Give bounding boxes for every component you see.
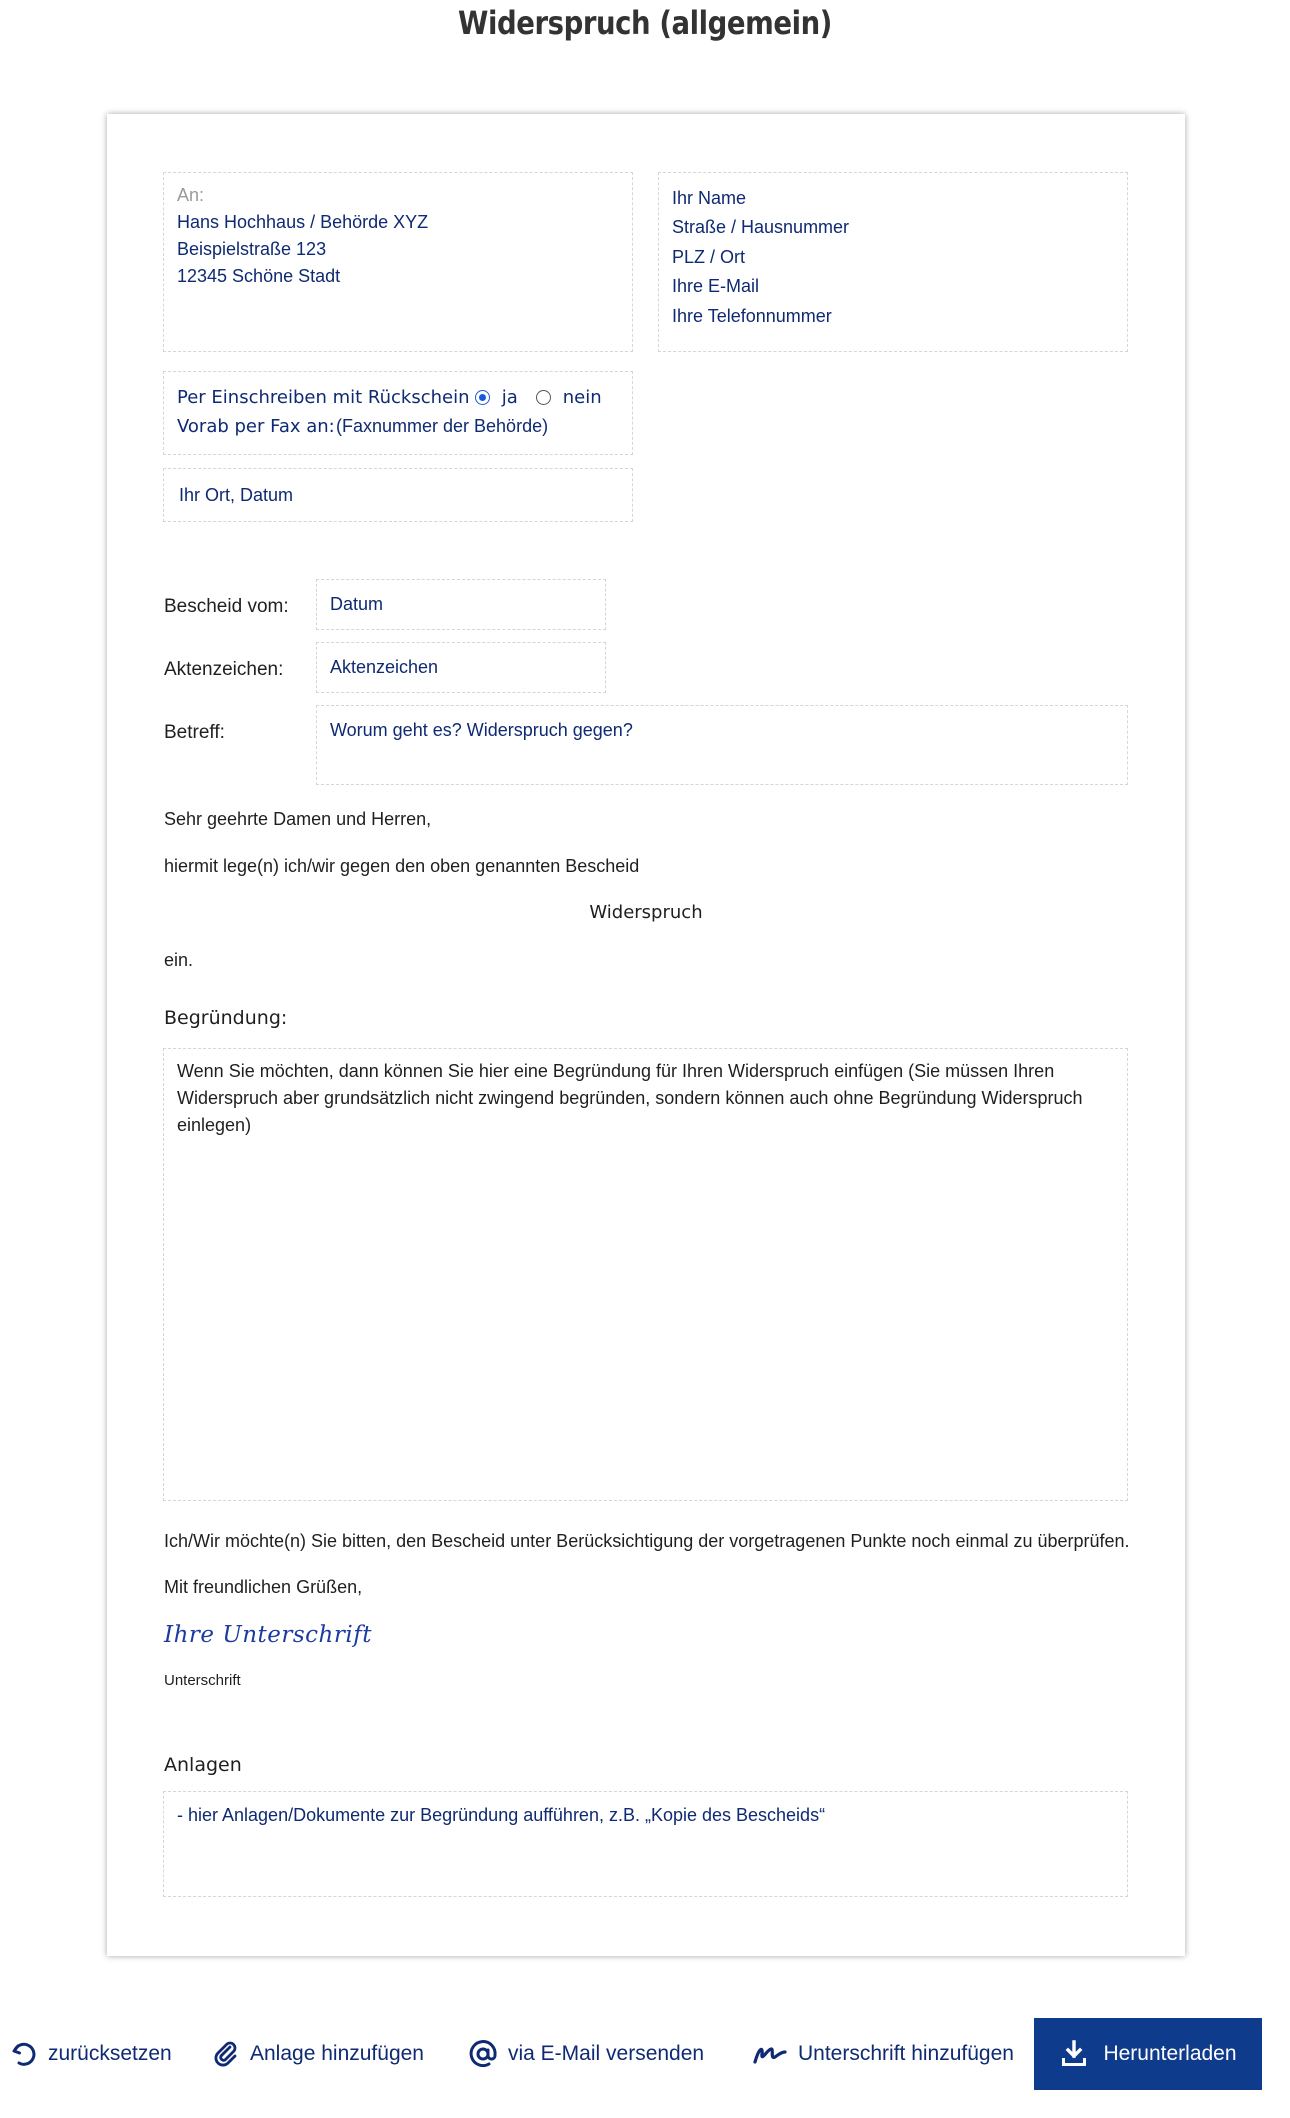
file-number-field[interactable]	[316, 642, 606, 693]
reset-button[interactable]	[10, 2018, 172, 2090]
reset-label: zurücksetzen	[48, 2042, 172, 2065]
reason-textarea[interactable]	[163, 1048, 1128, 1501]
decision-date-field[interactable]	[316, 579, 606, 630]
recipient-street: Beispielstraße 123	[177, 239, 327, 259]
reason-line-1: Wenn Sie möchten, dann können Sie hier eine Begründung für Ihren Widerspruch einfügen (Sie müssen Ihren	[177, 1061, 1055, 1081]
salutation: Sehr geehrte Damen und Herren,	[164, 809, 432, 829]
subject-label: Betreff:	[164, 722, 225, 743]
sender-name: Ihr Name	[672, 188, 747, 208]
sender-email: Ihre E-Mail	[672, 276, 760, 296]
reason-heading: Begründung:	[164, 1007, 288, 1029]
send-email-button[interactable]	[468, 2018, 704, 2090]
delivery-options-box	[163, 371, 633, 455]
letter-document	[107, 114, 1185, 1956]
download-button[interactable]	[1034, 2018, 1262, 2090]
fax-number-input[interactable]: (Faxnummer der Behörde)	[336, 416, 549, 436]
registered-no-option[interactable]	[536, 387, 602, 408]
add-signature-label: Unterschrift hinzufügen	[798, 2042, 1014, 2065]
file-number-label: Aktenzeichen:	[164, 659, 284, 680]
subject-value: Worum geht es? Widerspruch gegen?	[330, 720, 633, 740]
fax-label: Vorab per Fax an:	[177, 416, 335, 437]
place-date-text: Ihr Ort, Datum	[179, 485, 294, 505]
undo-icon	[10, 2040, 38, 2068]
sender-phone: Ihre Telefonnummer	[672, 306, 832, 326]
sender-city: PLZ / Ort	[672, 247, 746, 267]
page-title: Widerspruch (allgemein)	[458, 4, 832, 42]
intro-suffix: ein.	[164, 950, 194, 970]
reason-line-2: Widerspruch aber grundsätzlich nicht zwingend begründen, sondern können auch ohne Begründung Widerspruch	[177, 1088, 1083, 1108]
reason-line-3: einlegen)	[177, 1115, 252, 1135]
request-text: Ich/Wir möchte(n) Sie bitten, den Bescheid unter Berücksichtigung der vorgetragenen Punkte noch einmal zu überprüfen.	[164, 1531, 1130, 1551]
add-signature-button[interactable]	[752, 2018, 1014, 2090]
decision-date-value: Datum	[330, 594, 384, 614]
add-attachment-label: Anlage hinzufügen	[250, 2042, 424, 2065]
file-number-value: Aktenzeichen	[330, 657, 439, 677]
attachments-value: - hier Anlagen/Dokumente zur Begründung aufführen, z.B. „Kopie des Bescheids“	[177, 1805, 826, 1825]
signature-placeholder[interactable]: Ihre Unterschrift	[164, 1622, 372, 1648]
add-attachment-button[interactable]	[212, 2018, 424, 2090]
recipient-address-box[interactable]	[163, 172, 633, 352]
signature-label: Unterschrift	[164, 1672, 241, 1689]
signature-icon	[752, 2040, 788, 2068]
registered-mail-label: Per Einschreiben mit Rückschein	[177, 387, 470, 408]
paperclip-icon	[212, 2040, 240, 2068]
keyword-widerspruch: Widerspruch	[589, 902, 703, 923]
intro-text: hiermit lege(n) ich/wir gegen den oben genannten Bescheid	[164, 856, 640, 876]
attachments-heading: Anlagen	[164, 1754, 242, 1776]
at-sign-icon	[468, 2039, 498, 2069]
recipient-city: 12345 Schöne Stadt	[177, 266, 341, 286]
registered-yes-option[interactable]	[475, 387, 518, 408]
attachments-field[interactable]	[163, 1791, 1128, 1897]
sender-address-box[interactable]	[658, 172, 1128, 352]
send-email-label: via E-Mail versenden	[508, 2042, 705, 2065]
place-date-field[interactable]	[163, 468, 633, 522]
download-label: Herunterladen	[1103, 2042, 1237, 2065]
radio-no-label: nein	[562, 387, 602, 408]
recipient-name: Hans Hochhaus / Behörde XYZ	[177, 212, 429, 232]
radio-yes-icon[interactable]	[475, 390, 490, 405]
subject-field[interactable]	[316, 705, 1128, 785]
decision-date-label: Bescheid vom:	[164, 596, 289, 617]
download-icon	[1059, 2039, 1089, 2069]
radio-no-icon[interactable]	[536, 390, 551, 405]
recipient-label: An:	[177, 185, 205, 205]
sender-street: Straße / Hausnummer	[672, 217, 850, 237]
action-toolbar	[0, 2018, 1290, 2092]
closing-text: Mit freundlichen Grüßen,	[164, 1577, 363, 1597]
radio-yes-label: ja	[501, 387, 518, 408]
